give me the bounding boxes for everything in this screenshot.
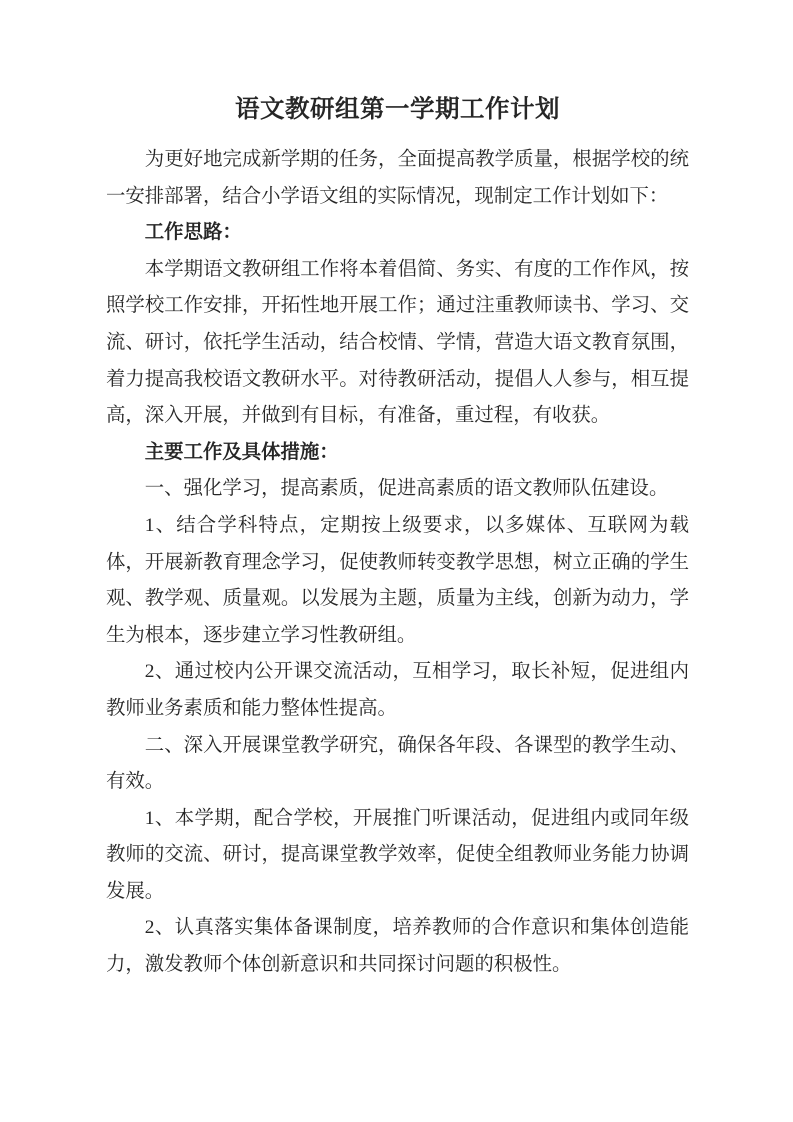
task-one-measure-2-paragraph: 2、通过校内公开课交流活动，互相学习，取长补短，促进组内教师业务素质和能力整体性提高。 [106, 661, 689, 719]
intro-paragraph: 为更好地完成新学期的任务，全面提高教学质量，根据学校的统一安排部署，结合小学语文组的实际情况，现制定工作计划如下： [106, 149, 689, 207]
work-ideas-paragraph: 本学期语文教研组工作将本着倡简、务实、有度的工作作风，按照学校工作安排，开拓性地开展工作；通过注重教师读书、学习、交流、研讨，依托学生活动，结合校情、学情，营造大语文教育氛围，着力提高我校语文教研水平。对待教研活动，提倡人人参与，相互提高，深入开展，并做到有目标，有准备，重过程，有收获。 [106, 258, 689, 427]
task-two-title-paragraph: 二、深入开展课堂教学研究，确保各年段、各课型的教学生动、有效。 [106, 734, 689, 793]
section-heading-main-tasks: 主要工作及具体措施： [144, 441, 339, 463]
task-one-title-paragraph: 一、强化学习，提高素质，促进高素质的语文教师队伍建设。 [144, 478, 669, 500]
task-two-measure-2-paragraph: 2、认真落实集体备课制度，培养教师的合作意识和集体创造能力，激发教师个体创新意识和共同探讨问题的积极性。 [106, 917, 689, 976]
document-title: 语文教研组第一学期工作计划 [235, 96, 560, 123]
task-one-measure-1-paragraph: 1、结合学科特点，定期按上级要求，以多媒体、互联网为载体，开展新教育理念学习，促使教师转变教学思想，树立正确的学生观、教学观、质量观。以发展为主题，质量为主线，创新为动力，学生为根本，逐步建立学习性教研组。 [106, 514, 689, 646]
section-heading-work-ideas: 工作思路： [144, 222, 242, 244]
task-two-measure-1-paragraph: 1、本学期，配合学校，开展推门听课活动，促进组内或同年级教师的交流、研讨，提高课堂教学效率，促使全组教师业务能力协调发展。 [106, 807, 689, 902]
